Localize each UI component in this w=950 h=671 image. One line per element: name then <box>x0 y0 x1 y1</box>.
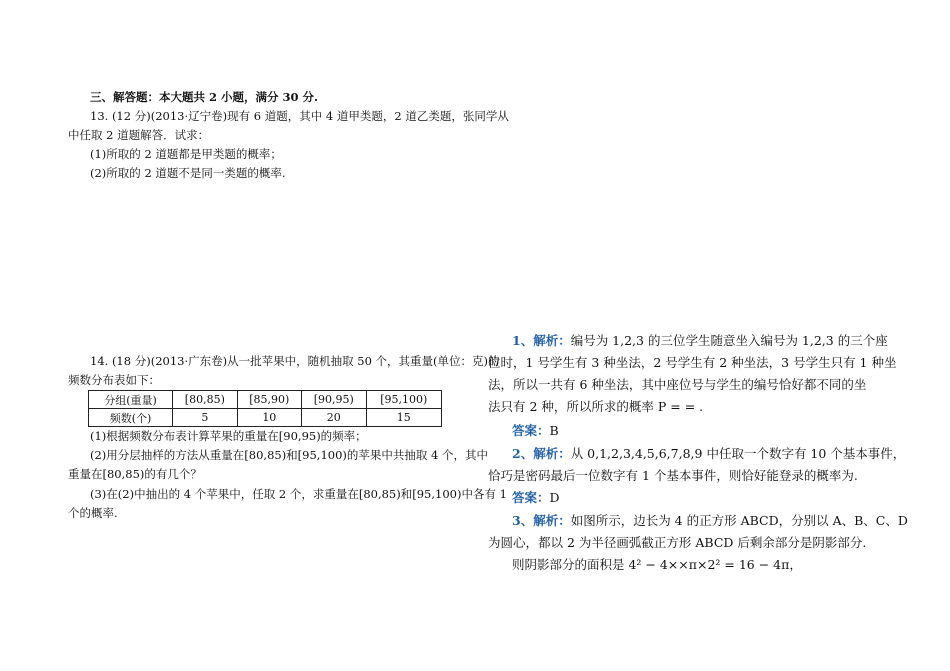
table-cell: 20 <box>302 409 366 427</box>
table-cell: [85,90) <box>237 391 301 409</box>
answer2-label: 答案： <box>512 490 550 505</box>
solution3-line1 <box>512 513 908 529</box>
table-cell: 15 <box>366 409 441 427</box>
q14-part2-line2: 重量在[80,85)的有几个？ <box>68 467 202 481</box>
solution1-line3: 法，所以一共有 6 种坐法，其中座位号与学生的编号恰好都不同的坐 <box>488 377 867 392</box>
q13-line2: 中任取 2 道题解答．试求： <box>68 128 210 142</box>
table-cell: 5 <box>173 409 237 427</box>
table-cell: 分组(重量) <box>89 391 173 409</box>
solution2-line2: 恰巧是密码最后一位数字有 1 个基本事件，则恰好能登录的概率为. <box>488 468 858 483</box>
answer2-value: D <box>549 490 560 505</box>
answer2 <box>512 490 560 506</box>
table-cell: [95,100) <box>366 391 441 409</box>
table-cell: 频数(个) <box>89 409 173 427</box>
table-header-row <box>89 391 442 409</box>
q14-part2-line1: (2)用分层抽样的方法从重量在[80,85)和[95,100)的苹果中共抽取 4 个，其中 <box>90 448 489 462</box>
answer1-label: 答案： <box>512 423 550 438</box>
solution3-line3: 则阴影部分的面积是 4² − 4××π×2² = 16 − 4π， <box>512 557 802 572</box>
q14-line2: 频数分布表如下： <box>68 373 160 387</box>
q14-part3-line2: 个的概率. <box>68 506 118 520</box>
solution3-text: 如图所示，边长为 4 的正方形 ABCD，分别以 A、B、C、D <box>570 513 908 528</box>
q14-part1: (1)根据频数分布表计算苹果的重量在[90,95)的频率； <box>90 429 367 443</box>
q13-line1: 13. (12 分)(2013·辽宁卷)现有 6 道题，其中 4 道甲类题，2 道乙类题，张同学从 <box>90 109 509 123</box>
solution1-label: 1、解析： <box>512 333 571 348</box>
solution2-line1 <box>512 446 905 462</box>
frequency-table <box>88 390 442 427</box>
q14-part3-line1: (3)在(2)中抽出的 4 个苹果中，任取 2 个，求重量在[80,85)和[95,100)中各有 1 <box>90 487 507 501</box>
solution3-label: 3、解析： <box>512 513 571 528</box>
solution1-line1 <box>512 333 888 349</box>
q13-part1: (1)所取的 2 道题都是甲类题的概率； <box>90 147 282 161</box>
solution1-line4: 法只有 2 种，所以所求的概率 P = = . <box>488 399 704 414</box>
solution1-line2: 位时，1 号学生有 3 种坐法，2 号学生有 2 种坐法，3 号学生只有 1 种坐 <box>488 355 897 370</box>
table-cell: [90,95) <box>302 391 366 409</box>
q14-line1: 14. (18 分)(2013·广东卷)从一批苹果中，随机抽取 50 个，其重量(单位：克)的 <box>90 354 500 368</box>
table-cell: 10 <box>237 409 301 427</box>
table-cell: [80,85) <box>173 391 237 409</box>
answer1 <box>512 423 559 439</box>
answer1-value: B <box>549 423 559 438</box>
solution1-text: 编号为 1,2,3 的三位学生随意坐入编号为 1,2,3 的三个座 <box>570 333 888 348</box>
table-row <box>89 409 442 427</box>
solution2-text: 从 0,1,2,3,4,5,6,7,8,9 中任取一个数字有 10 个基本事件， <box>570 446 906 461</box>
solution3-line2: 为圆心，都以 2 为半径画弧截正方形 ABCD 后剩余部分是阴影部分. <box>488 535 867 550</box>
solution2-label: 2、解析： <box>512 446 571 461</box>
section-heading: 三、解答题：本大题共 2 小题，满分 30 分. <box>90 90 319 104</box>
q13-part2: (2)所取的 2 道题不是同一类题的概率. <box>90 166 286 180</box>
